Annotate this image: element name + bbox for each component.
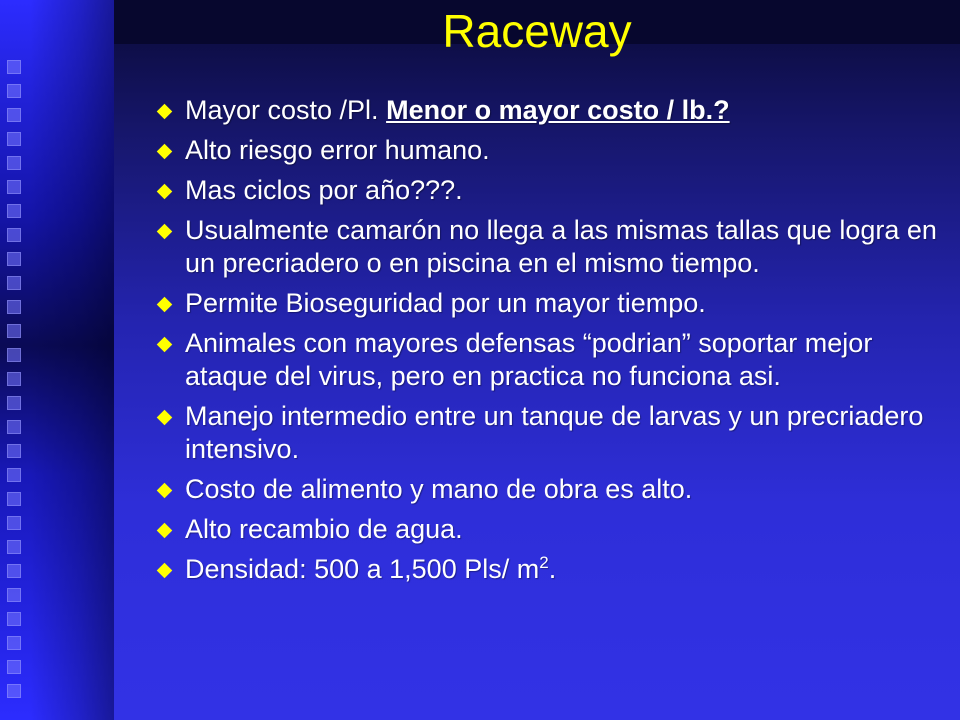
bullet-emphasis: Menor o mayor costo / lb.?	[386, 95, 730, 125]
diamond-bullet-icon	[157, 523, 173, 539]
bullet-text: Costo de alimento y mano de obra es alto.	[185, 474, 693, 504]
bullet-text: Densidad: 500 a 1,500 Pls/ m	[185, 554, 540, 584]
diamond-bullet-icon	[157, 563, 173, 579]
bullet-item	[158, 214, 948, 280]
bullet-trailing: .	[548, 554, 557, 584]
bullet-text: Animales con mayores defensas “podrian” soportar mejor ataque del virus, pero en practica no funciona asi.	[185, 328, 873, 391]
bullet-item	[158, 400, 948, 466]
diamond-bullet-icon	[157, 483, 173, 499]
bullet-list	[158, 94, 948, 593]
diamond-bullet-icon	[157, 410, 173, 426]
bullet-item	[158, 513, 948, 546]
bullet-item	[158, 553, 948, 586]
diamond-bullet-icon	[157, 104, 173, 120]
diamond-bullet-icon	[157, 144, 173, 160]
diamond-bullet-icon	[157, 337, 173, 353]
bullet-text: Usualmente camarón no llega a las mismas tallas que logra en un precriadero o en piscina en el mismo tiempo.	[185, 215, 937, 278]
bullet-text: Manejo intermedio entre un tanque de larvas y un precriadero intensivo.	[185, 401, 924, 464]
bullet-text: Alto recambio de agua.	[185, 514, 463, 544]
bullet-superscript: 2	[539, 553, 549, 572]
bullet-text: Alto riesgo error humano.	[185, 135, 490, 165]
bullet-item	[158, 473, 948, 506]
bullet-text: Mayor costo /Pl.	[185, 95, 387, 125]
decor-squares	[7, 60, 25, 708]
bullet-item	[158, 174, 948, 207]
left-decor-strip	[0, 0, 114, 720]
diamond-bullet-icon	[157, 224, 173, 240]
bullet-item	[158, 287, 948, 320]
bullet-item	[158, 94, 948, 127]
bullet-text: Permite Bioseguridad por un mayor tiempo.	[185, 288, 706, 318]
slide-title: Raceway	[442, 5, 632, 57]
diamond-bullet-icon	[157, 297, 173, 313]
bullet-text: Mas ciclos por año???.	[185, 175, 463, 205]
bullet-item	[158, 134, 948, 167]
bullet-item	[158, 327, 948, 393]
left-strip-shade	[30, 0, 114, 720]
diamond-bullet-icon	[157, 184, 173, 200]
